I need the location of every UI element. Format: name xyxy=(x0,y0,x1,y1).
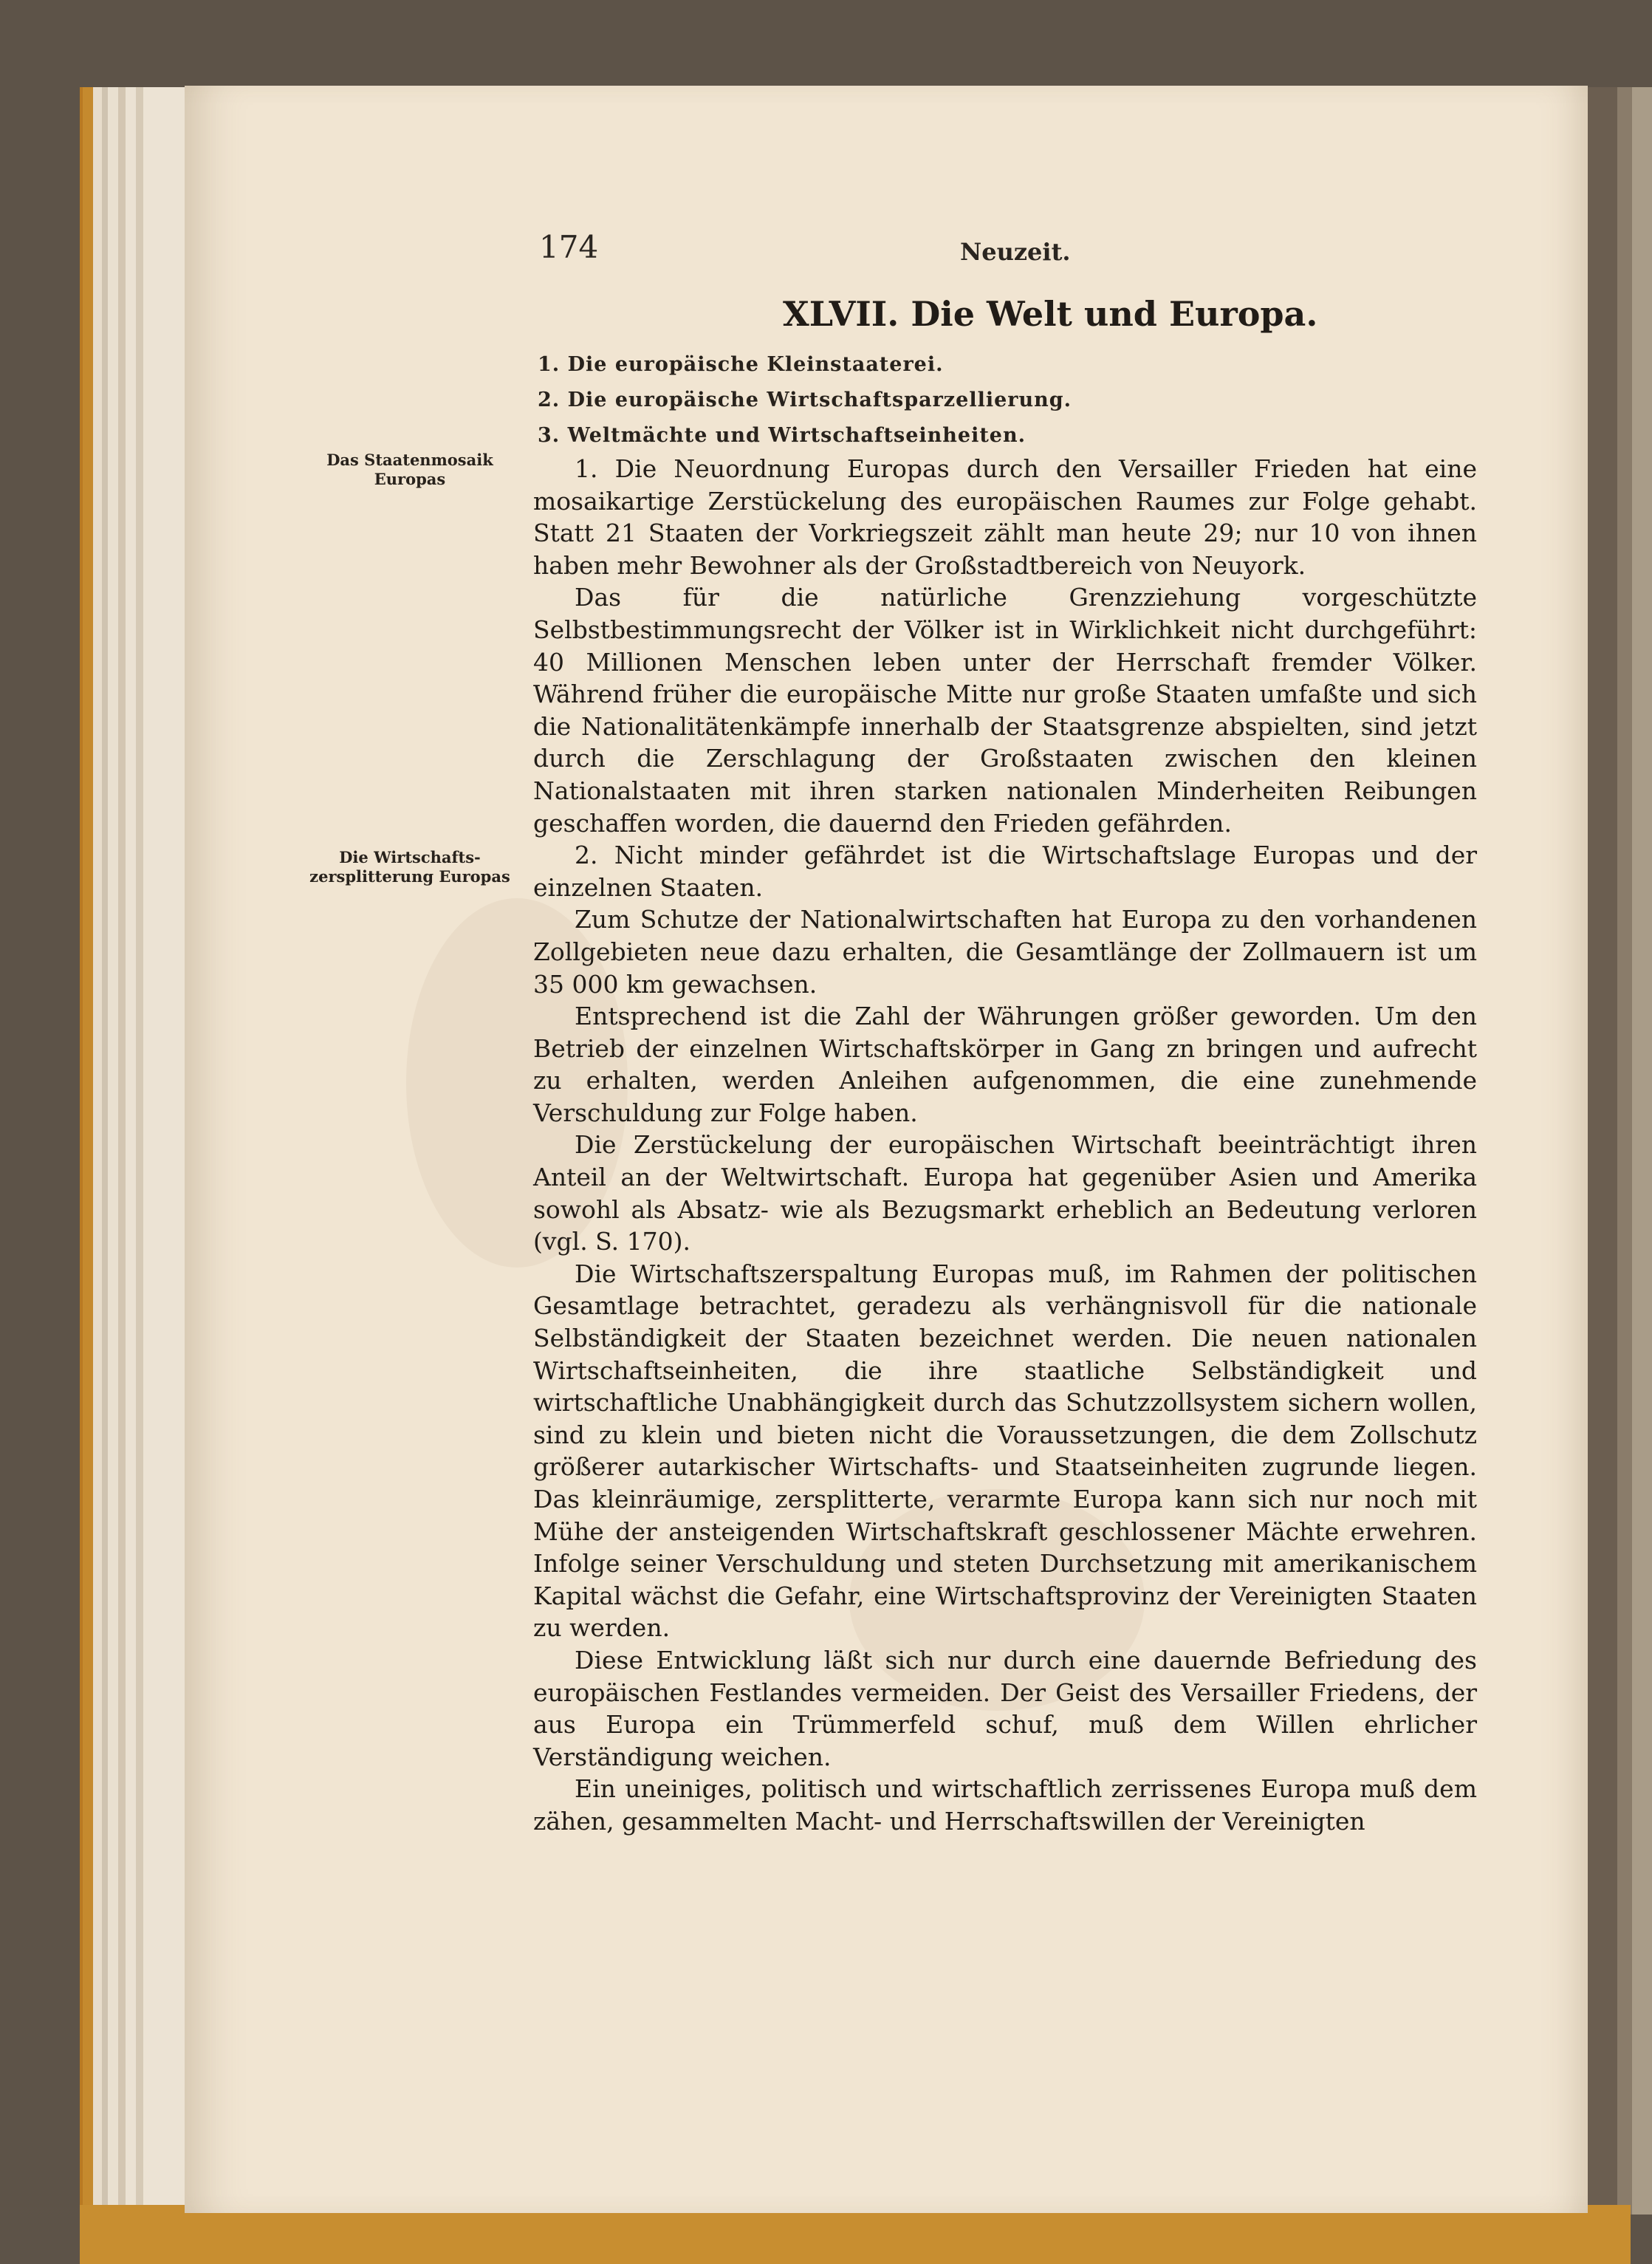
paragraph: Entsprechend ist die Zahl der Währungen größer geworden. Um den Betrieb der einzelnen Wirtschaftskörper in Gang zn bringen und aufrecht zu erhalten, werden Anleihen aufgenommen, die eine zunehmende Verschuldung zur Folge haben. xyxy=(533,1002,1477,1127)
margin-note-wirtschaftszersplitterung: Die Wirtschafts- zersplitterung Europas xyxy=(309,848,510,886)
paragraph: Diese Entwicklung läßt sich nur durch eine dauernde Befriedung des europäischen Festlandes vermeiden. Der Geist des Versailler Friedens, der aus Europa ein Trümmerfeld schuf, muß dem Willen ehrlicher Verständigung weichen. xyxy=(533,1645,1477,1771)
body-text xyxy=(533,453,1477,1838)
paragraph: Das für die natürliche Grenzziehung vorgeschützte Selbstbestimmungsrecht der Völker ist in Wirklichkeit nicht durchgeführt: 40 Millionen Menschen leben unter der Herrschaft fremder Völker. Während früher die europäische Mitte nur große Staaten umfaßte und sich die Nationalitätenkämpfe innerhalb der Staatsgrenze abspielten, sind jetzt durch die Zerschlagung der Großstaaten zwischen den kleinen Nationalstaaten mit ihren starken nationalen Minderheiten Reibungen geschaffen worden, die dauernd den Frieden gefährden. xyxy=(533,583,1477,838)
chapter-contents xyxy=(538,347,1072,454)
book-cover-edge xyxy=(80,2205,1631,2264)
paragraph: 2. Nicht minder gefährdet ist die Wirtschaftslage Europas und der einzelnen Staaten. xyxy=(533,841,1477,902)
book-page-edges xyxy=(80,87,193,2215)
chapter-title: XLVII. Die Welt und Europa. xyxy=(783,294,1318,334)
paragraph: Zum Schutze der Nationalwirtschaften hat Europa zu den vorhandenen Zollgebieten neue dazu erhalten, die Gesamtlänge der Zollmauern ist um 35 000 km gewachsen. xyxy=(533,905,1477,999)
facing-page xyxy=(1588,87,1652,2215)
contents-item: 2. Die europäische Wirtschaftsparzellierung. xyxy=(538,389,1072,411)
paragraph: 1. Die Neuordnung Europas durch den Versailler Frieden hat eine mosaikartige Zerstückelung des europäischen Raumes zur Folge gehabt. Statt 21 Staaten der Vorkriegszeit zählt man heute 29; nur 10 von ihnen haben mehr Bewohner als der Großstadtbereich von Neuyork. xyxy=(533,454,1477,580)
paragraph: Die Wirtschaftszerspaltung Europas muß, im Rahmen der politischen Gesamtlage betrachtet, geradezu als verhängnisvoll für die nationale Selbständigkeit der Staaten bezeichnet werden. Die neuen nationalen Wirtschaftseinheiten, die ihre staatliche Selbständigkeit und wirtschaftliche Unabhängigkeit durch das Schutzzollsystem sichern wollen, sind zu klein und bieten nicht die Voraussetzungen, die dem Zollschutz größerer autarkischer Wirtschafts- und Staatseinheiten zugrunde liegen. Das kleinräumige, zersplitterte, verarmte Europa kann sich nur noch mit Mühe der ansteigenden Wirtschaftskraft geschlossener Mächte erwehren. Infolge seiner Verschuldung und steten Durchsetzung mit amerikanischem Kapital wächst die Gefahr, eine Wirtschaftsprovinz der Vereinigten Staaten zu werden. xyxy=(533,1259,1477,1643)
paragraph: Die Zerstückelung der europäischen Wirtschaft beeinträchtigt ihren Anteil an der Weltwirtschaft. Europa hat gegenüber Asien und Amerika sowohl als Absatz- wie als Bezugsmarkt erheblich an Bedeutung verloren (vgl. S. 170). xyxy=(533,1130,1477,1256)
margin-note-staatenmosaik: Das Staatenmosaik Europas xyxy=(326,451,493,488)
contents-item: 1. Die europäische Kleinstaaterei. xyxy=(538,353,944,376)
running-head: Neuzeit. xyxy=(960,238,1071,266)
page-number: 174 xyxy=(539,229,599,265)
contents-item: 3. Weltmächte und Wirtschaftseinheiten. xyxy=(538,424,1026,447)
paragraph: Ein uneiniges, politisch und wirtschaftlich zerrissenes Europa muß dem zähen, gesammelten Macht- und Herrschaftswillen der Vereinigten xyxy=(533,1774,1477,1836)
